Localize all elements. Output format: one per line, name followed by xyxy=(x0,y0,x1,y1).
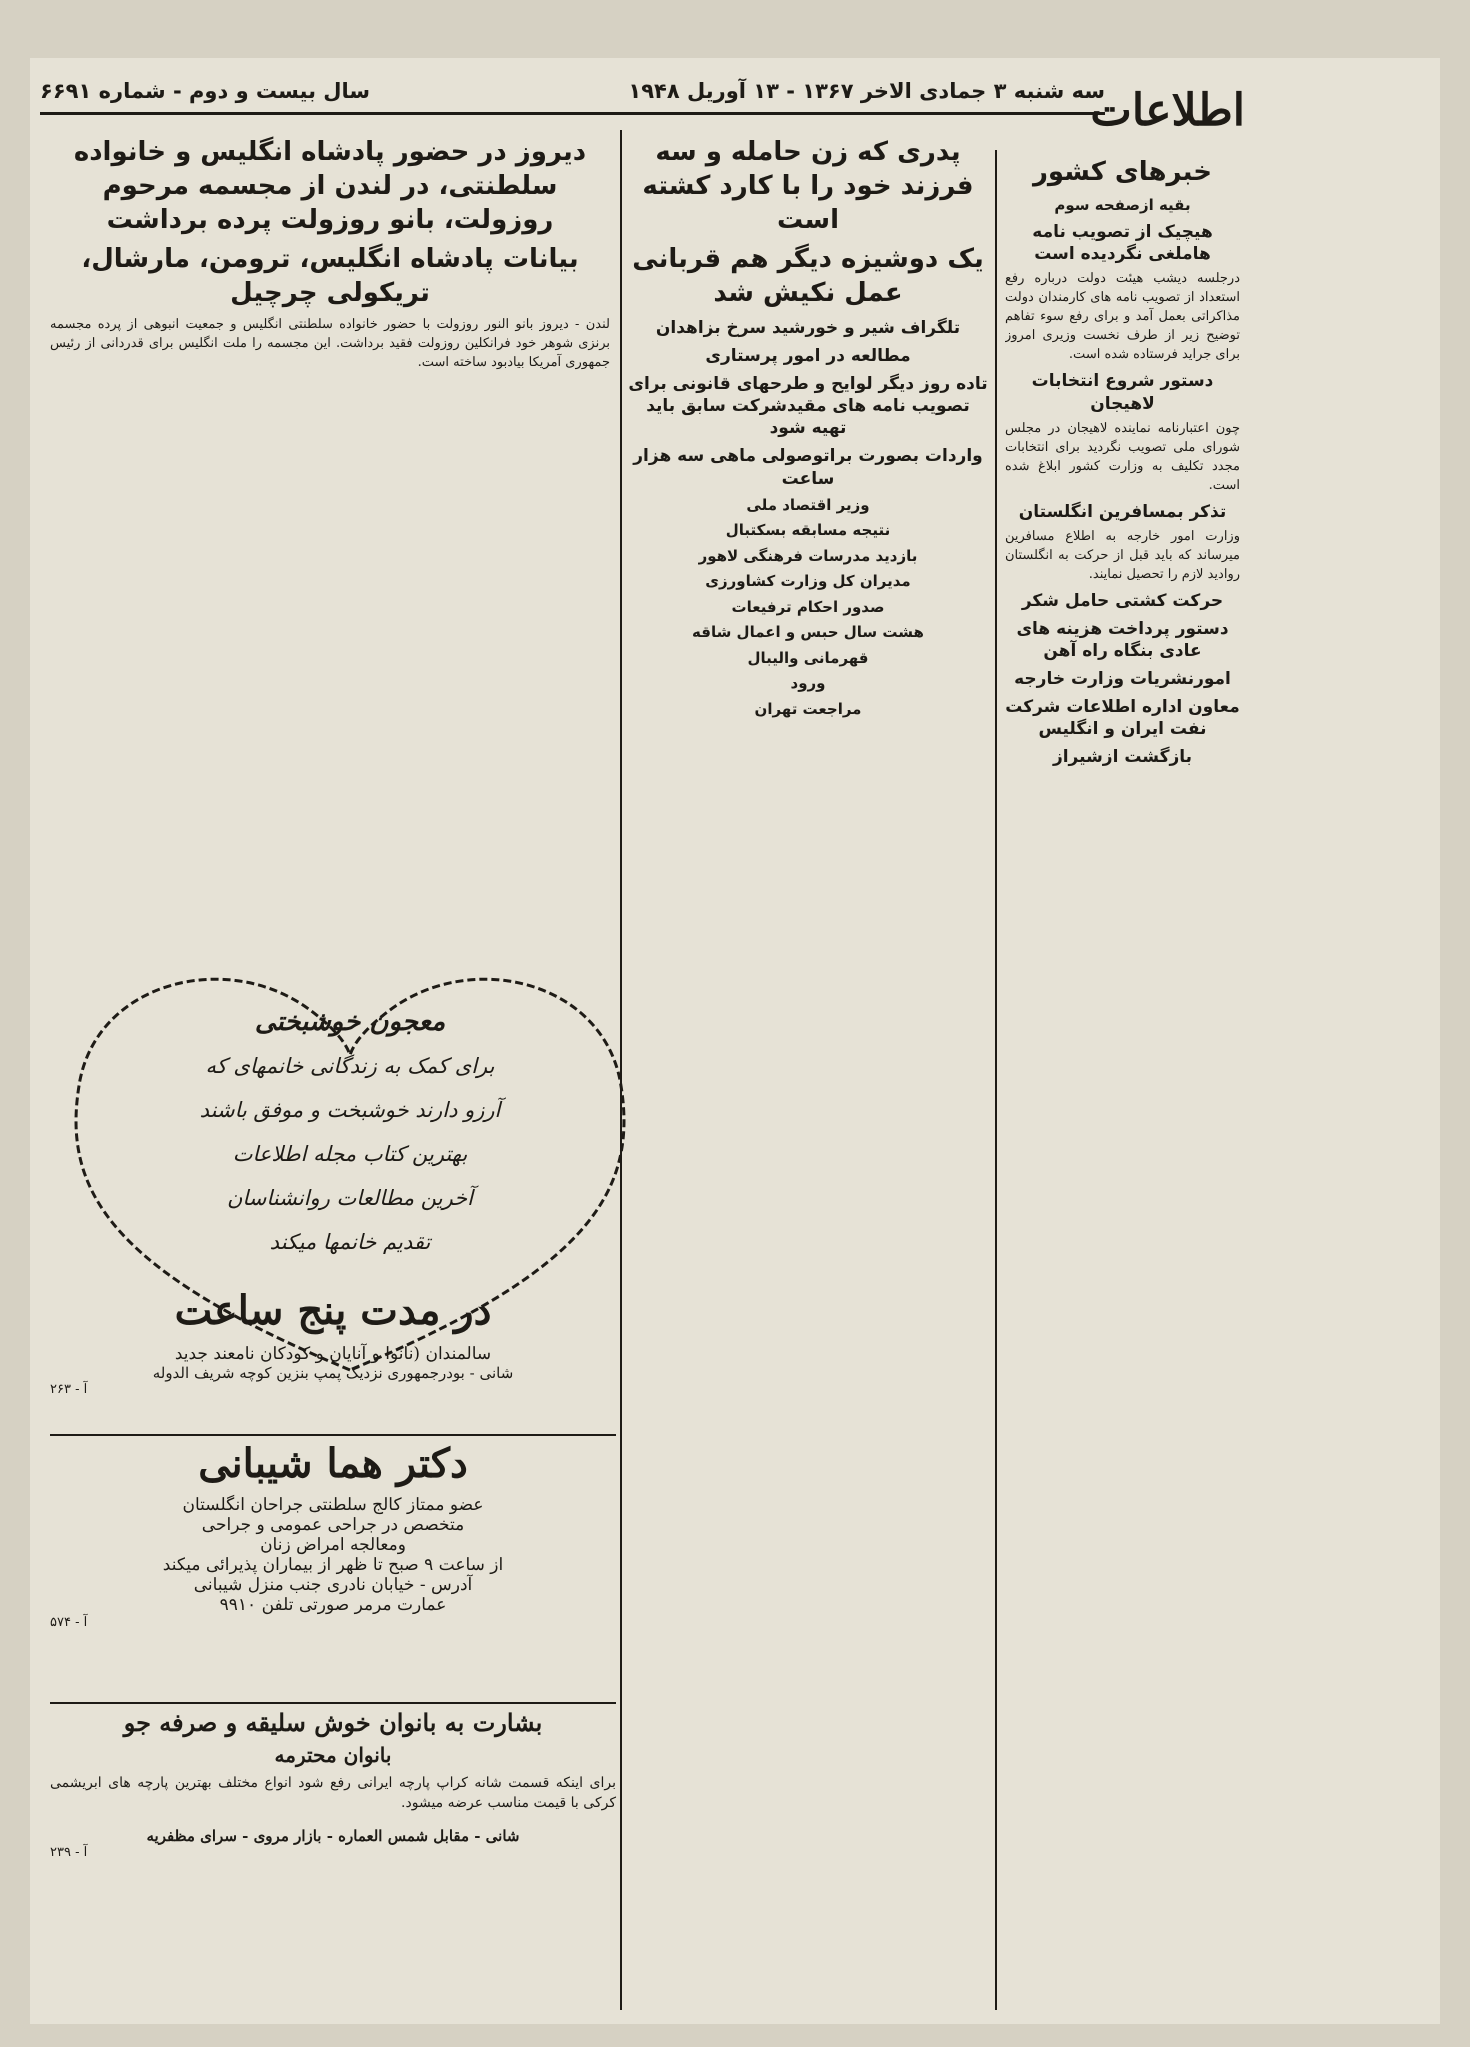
headline: بیانات پادشاه انگلیس، ترومن، مارشال، تریکولی چرچیل xyxy=(81,244,579,309)
column-center xyxy=(628,130,988,2010)
heart-line: آرزو دارند خوشبخت و موفق باشند xyxy=(199,1098,501,1122)
heart-advert xyxy=(150,1000,550,1300)
headline: دستور شروع انتخابات لاهیجان xyxy=(1031,371,1214,414)
headline: حرکت کشتی حامل شکر xyxy=(1021,590,1224,611)
date-line xyxy=(40,70,1105,115)
advert-code: آ - ۲۶۳ xyxy=(50,1382,88,1397)
headline: دستور پرداخت هزینه های عادی بنگاه راه آهن xyxy=(1016,618,1229,661)
advert-line: متخصص در جراحی عمومی و جراحی xyxy=(201,1515,465,1535)
advert-line: عمارت مرمر صورتی تلفن ۹۹۱۰ xyxy=(219,1595,447,1615)
column-left xyxy=(50,130,610,920)
advert-title: در مدت پنج ساعت xyxy=(174,1287,492,1334)
advert-line: از ساعت ۹ صبح تا ظهر از بیماران پذیرائی میکند xyxy=(162,1555,504,1575)
headline: مدیران کل وزارت کشاورزی xyxy=(705,572,911,591)
headline: هشت سال حبس و اعمال شاقه xyxy=(692,623,924,642)
headline: تذکر بمسافرین انگلستان xyxy=(1018,501,1227,522)
advert-line: سالمندان (نانوا و آنایان و کودکان نامعند جدید xyxy=(174,1344,492,1364)
headline: مطالعه در امور پرستاری xyxy=(705,346,911,367)
five-hours-advert xyxy=(50,1287,616,1427)
column-right xyxy=(1005,150,1240,2010)
subheadline: بقیه ازصفحه سوم xyxy=(1054,195,1191,214)
headline: تاده روز دیگر لوایح و طرحهای قانونی برای تصویب نامه های مقیدشرکت سابق باید تهیه شود xyxy=(628,374,988,439)
advert-title: بشارت به بانوان خوش سلیقه و صرفه جو xyxy=(123,1708,543,1737)
advert-rule xyxy=(50,1702,616,1704)
heart-line: تقدیم خانمها میکند xyxy=(269,1230,431,1254)
advert-subtitle: بانوان محترمه xyxy=(274,1743,392,1767)
advert-line: آدرس - خیابان نادری جنب منزل شیبانی xyxy=(193,1575,473,1595)
article-text: درجلسه دیشب هیئت دولت درباره رفع استعداد از تصویب نامه های کارمندان دولت مذاکراتی بعمل آمد و برای رفع سوء تفاهم توضیح زیر از طرف نخست وزیری امروز برای جراید فرستاده شده است. xyxy=(1005,271,1240,363)
heart-line: بهترین کتاب مجله اطلاعات xyxy=(232,1142,468,1166)
headline: هیچیک از تصویب نامه هاملغی نگردیده است xyxy=(1032,222,1213,265)
headline: بازگشت ازشیراز xyxy=(1052,747,1193,768)
heart-title: معجون خوشبختی xyxy=(254,1007,446,1037)
advert-line: عضو ممتاز کالج سلطنتی جراحان انگلستان xyxy=(182,1495,484,1515)
fabric-advert xyxy=(50,1708,616,2008)
headline: پدری که زن حامله و سه فرزند خود را با کارد کشته است xyxy=(642,137,974,235)
headline: مراجعت تهران xyxy=(754,699,862,718)
headline: یک دوشیزه دیگر هم قربانی عمل نکیش شد xyxy=(632,244,984,309)
headline: صدور احکام ترفیعات xyxy=(731,597,885,616)
doctor-name: دکتر هما شیبانی xyxy=(198,1440,468,1487)
headline: نتیجه مسابقه بسکتبال xyxy=(725,521,891,540)
article-text: وزارت امور خارجه به اطلاع مسافرین میرساند که باید قبل از حرکت به انگلستان روادید لازم را تحصیل نمایند. xyxy=(1005,528,1240,582)
headline: واردات بصورت براتوصولی ماهی سه هزار ساعت xyxy=(633,446,983,489)
issue-date: سه شنبه ۳ جمادی الاخر ۱۳۶۷ - ۱۳ آوریل ۱۹۴۸ xyxy=(628,79,1105,103)
advert-line: شانی - بودرجمهوری نزدیک پمپ بنزین کوچه شریف الدوله xyxy=(152,1364,514,1382)
advert-code: آ - ۵۷۴ xyxy=(50,1615,88,1630)
headline: وزیر اقتصاد ملی xyxy=(746,495,870,514)
advert-footer: شانی - مقابل شمس العماره - بازار مروی - سرای مظفریه xyxy=(146,1827,520,1845)
headline: امورنشریات وزارت خارجه xyxy=(1014,669,1231,690)
advert-code: آ - ۲۳۹ xyxy=(50,1845,88,1860)
advert-text: برای اینکه قسمت شانه کراپ پارچه ایرانی رفع شود انواع مختلف بهترین پارچه های ابریشمی کرکی با قیمت مناسب عرضه میشود. xyxy=(50,1775,616,1811)
headline: تلگراف شیر و خورشید سرخ بزاهدان xyxy=(655,317,961,338)
article-text: چون اعتبارنامه نماینده لاهیجان در مجلس شورای ملی تصویب نگردید برای انتخابات مجدد تکلیف به وزارت کشور ابلاغ شده است. xyxy=(1005,420,1240,493)
issue-number: سال بیست و دوم - شماره ۶۶۹۱ xyxy=(40,79,371,103)
masthead: اطلاعات xyxy=(1090,85,1245,136)
headline: ورود xyxy=(790,674,826,693)
advert-line: ومعالجه امراض زنان xyxy=(260,1535,406,1555)
article-text: لندن - دیروز بانو النور روزولت با حضور خانواده سلطنتی انگلیس و جمعیت انبوهی از پرده مجسمه برنزی شوهر خود فرانکلین روزولت فقید برداشت. این مجسمه را ملت انگلیس برای قدردانی از رئیس جمهوری آمریکا بیادبود ساخته است. xyxy=(50,316,610,370)
headline: قهرمانی والیبال xyxy=(747,648,869,667)
heart-line: برای کمک به زندگانی خانمهای که xyxy=(205,1054,495,1078)
headline: خبرهای کشور xyxy=(1032,157,1213,187)
headline: دیروز در حضور پادشاه انگلیس و خانواده سلطنتی، در لندن از مجسمه مرحوم روزولت، بانو روزولت پرده برداشت xyxy=(73,137,587,235)
advert-rule xyxy=(50,1434,616,1436)
headline: معاون اداره اطلاعات شرکت نفت ایران و انگلیس xyxy=(1005,697,1240,740)
column-rule xyxy=(995,150,997,2010)
doctor-advert xyxy=(50,1440,616,1700)
headline: بازدید مدرسات فرهنگی لاهور xyxy=(698,546,918,565)
heart-line: آخرین مطالعات روانشناسان xyxy=(226,1186,473,1210)
